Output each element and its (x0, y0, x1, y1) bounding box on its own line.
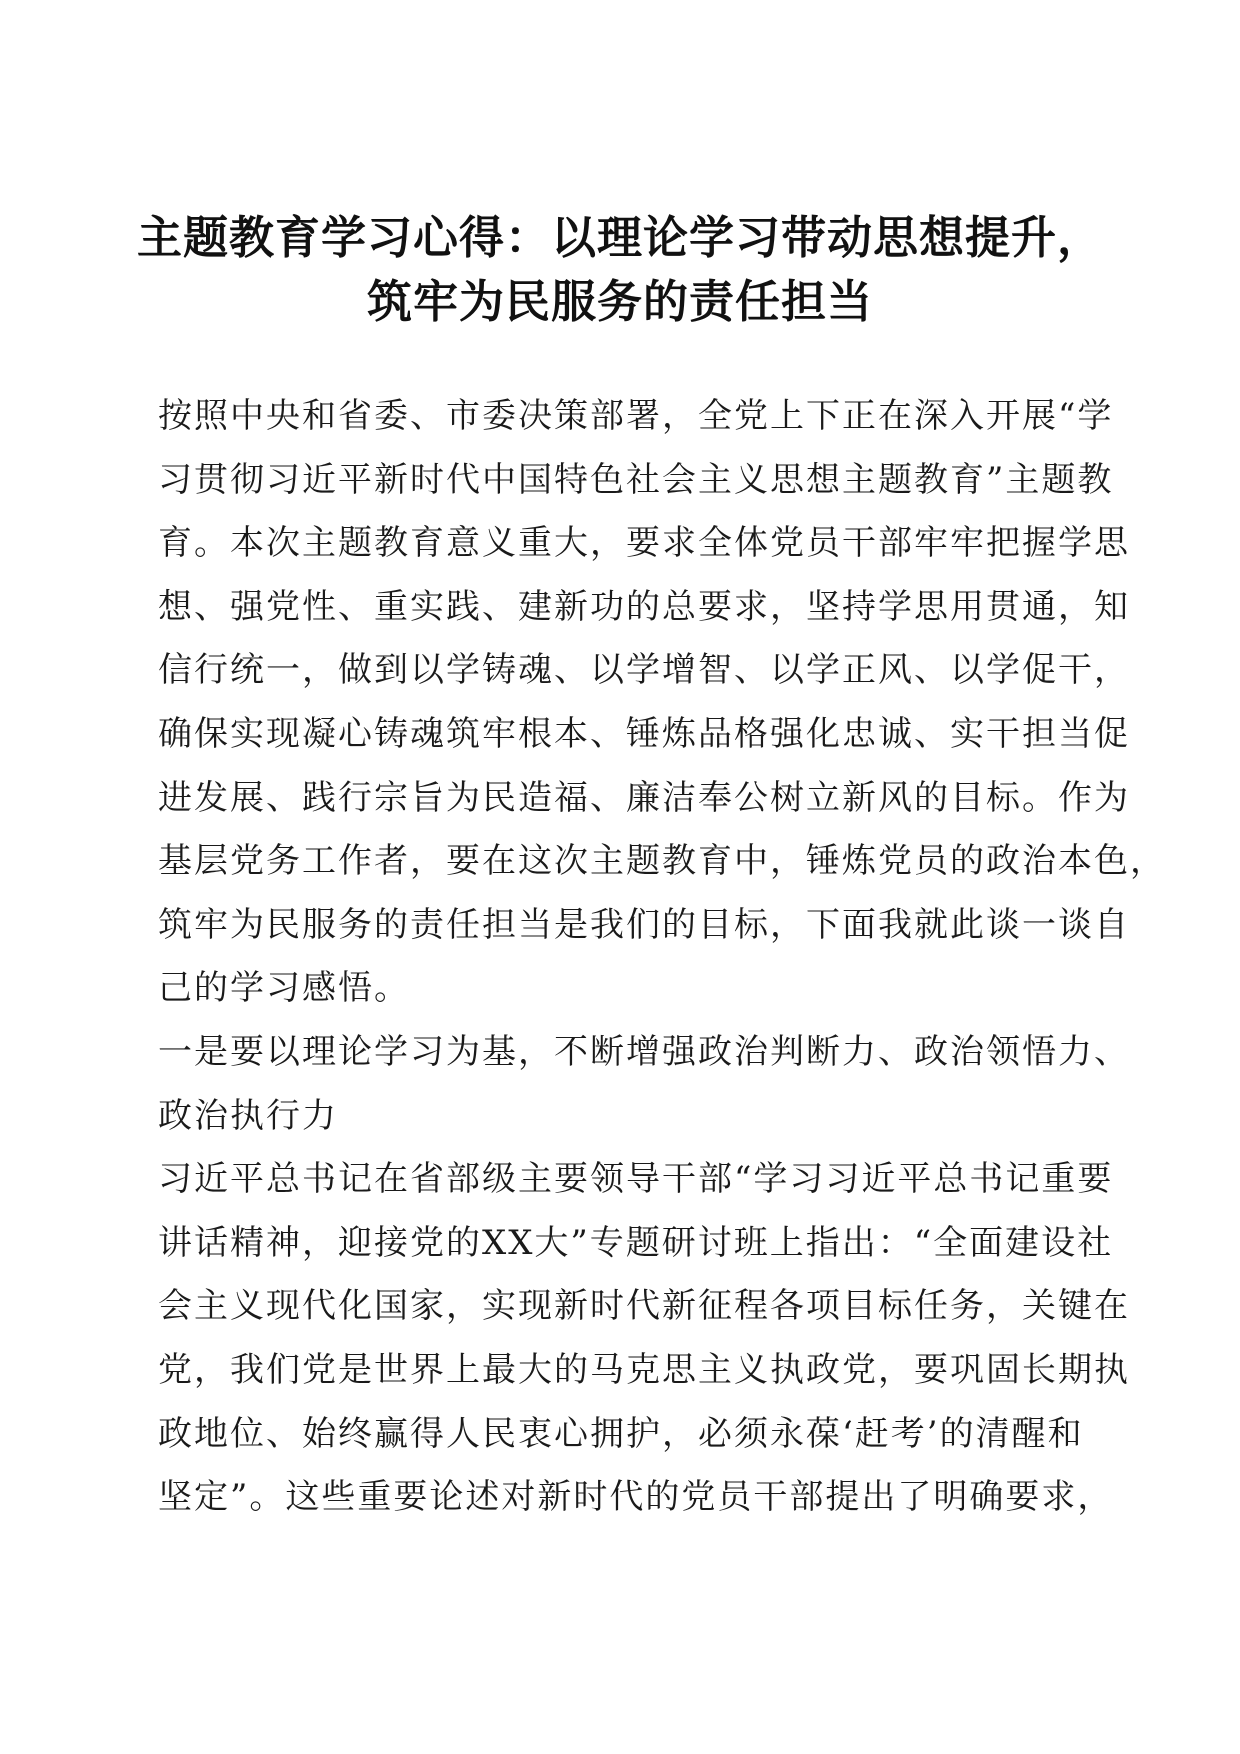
body-line: 筑牢为民服务的责任担当是我们的目标，下面我就此谈一谈自 (158, 904, 1130, 945)
section-heading-line: 政治执行力 (158, 1095, 338, 1136)
body-line: 党，我们党是世界上最大的马克思主义执政党，要巩固长期执 (158, 1349, 1130, 1390)
body-line: 讲话精神，迎接党的XX大”专题研讨班上指出：“全面建设社 (158, 1222, 1114, 1263)
body-line: 会主义现代化国家，实现新时代新征程各项目标任务，关键在 (158, 1286, 1130, 1327)
body-line: 坚定”。这些重要论述对新时代的党员干部提出了明确要求， (158, 1477, 1114, 1518)
section-heading-line: 一是要以理论学习为基，不断增强政治判断力、政治领悟力、 (158, 1031, 1130, 1072)
title-line-1: 主题教育学习心得：以理论学习带动思想提升， (136, 211, 1103, 264)
body-line: 想、强党性、重实践、建新功的总要求，坚持学思用贯通，知 (158, 586, 1130, 627)
document-body (158, 385, 1166, 1530)
body-line: 育。本次主题教育意义重大，要求全体党员干部牢牢把握学思 (158, 523, 1130, 564)
body-line: 进发展、践行宗旨为民造福、廉洁奉公树立新风的目标。作为 (158, 777, 1130, 818)
body-line: 信行统一，做到以学铸魂、以学增智、以学正风、以学促干， (158, 650, 1130, 691)
document-title (0, 206, 1240, 334)
title-line-2: 筑牢为民服务的责任担当 (366, 275, 873, 328)
body-line: 确保实现凝心铸魂筑牢根本、锤炼品格强化忠诚、实干担当促 (158, 713, 1130, 754)
body-line: 政地位、始终赢得人民衷心拥护，必须永葆‘赶考’的清醒和 (158, 1413, 1084, 1454)
body-line: 基层党务工作者，要在这次主题教育中，锤炼党员的政治本色， (158, 841, 1166, 882)
body-line: 习近平总书记在省部级主要领导干部“学习习近平总书记重要 (158, 1159, 1114, 1200)
body-line: 按照中央和省委、市委决策部署，全党上下正在深入开展“学 (158, 396, 1114, 436)
body-line: 己的学习感悟。 (158, 968, 410, 1009)
body-line: 习贯彻习近平新时代中国特色社会主义思想主题教育”主题教 (158, 459, 1114, 500)
